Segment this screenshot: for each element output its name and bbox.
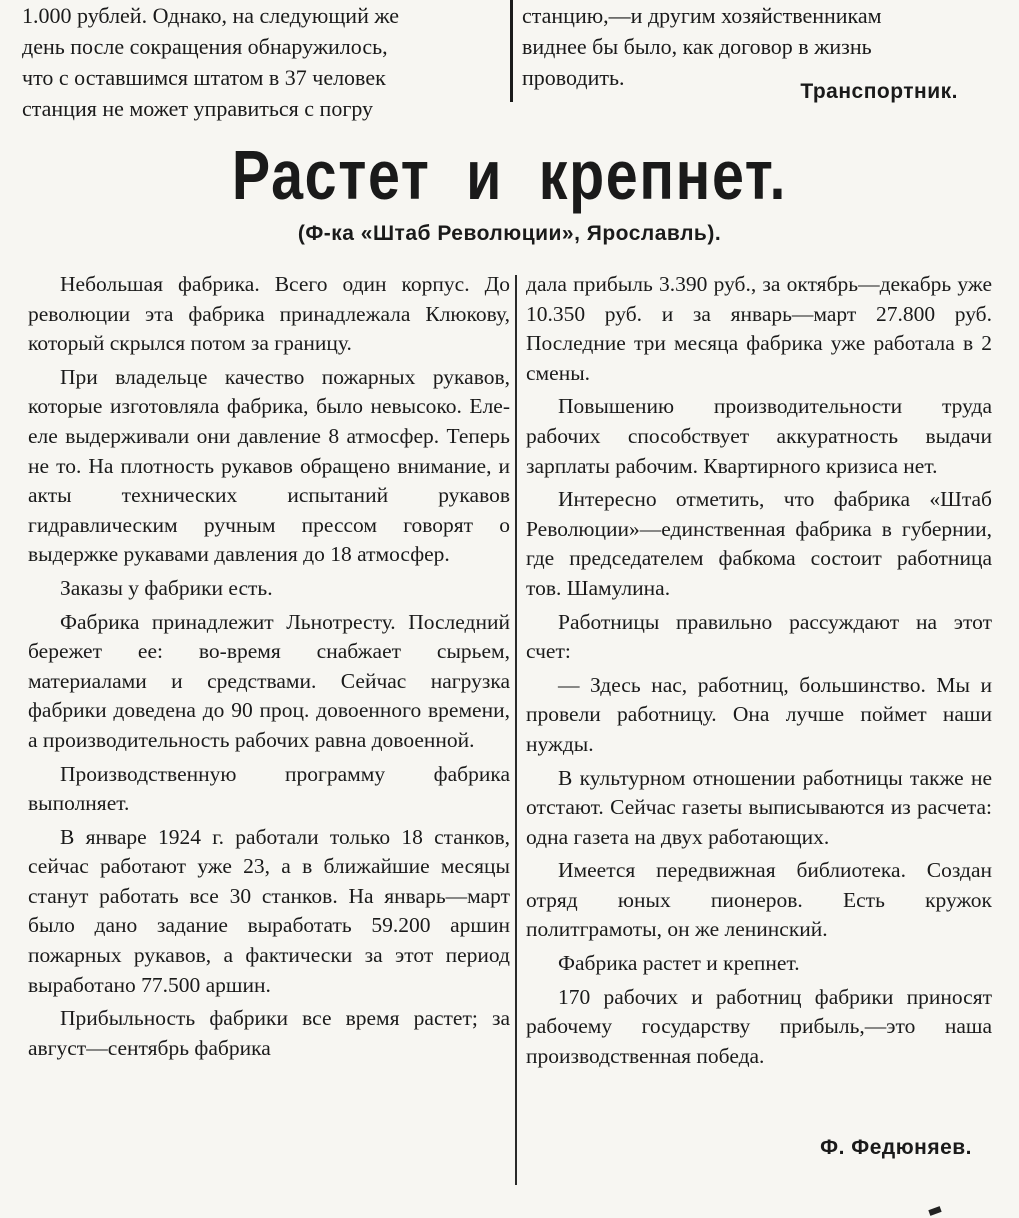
article-title: Растет и крепнет. (231, 136, 788, 214)
previous-article-fragment-left (22, 0, 502, 124)
paragraph: Имеется передвижная библиотека. Создан отряд юных пионеров. Есть кружок политграмоты, он же ленинский. (526, 858, 992, 942)
paragraph: дала прибыль 3.390 руб., за октябрь—декабрь уже 10.350 руб. и за январь—март 27.800 руб. Последние три месяца фабрика уже работала в 2 смены. (526, 272, 992, 385)
paragraph: Прибыльность фабрики все время растет; за август—сентябрь фабрика (28, 1006, 510, 1060)
text-line: 1.000 рублей. Однако, на следующий же (22, 3, 400, 28)
paragraph: Фабрика растет и крепнет. (558, 951, 800, 976)
paragraph: Повышению производительности труда рабочих способствует аккуратность выдачи зарплаты рабочим. Квартирного кризиса нет. (526, 394, 992, 478)
article-signature: Ф. Федюняев. (820, 1136, 972, 1159)
article-subtitle: (Ф-ка «Штаб Революции», Ярославль). (297, 222, 722, 245)
text-line: станция не может управиться с погру (22, 96, 374, 121)
text-line: станцию,—и другим хозяйственникам (522, 3, 882, 28)
paragraph: В культурном отношении работницы также не отстают. Сейчас газеты выписываются из расчета: одна газета на двух работающих. (526, 765, 992, 849)
text-line: проводить. (522, 65, 625, 90)
paragraph: Производственную программу фабрика выполняет. (28, 761, 510, 816)
previous-article-signature: Транспортник. (800, 80, 958, 103)
paragraph: Интересно отметить, что фабрика «Штаб Революции»—единственная фабрика в губернии, где председателем фабкома состоит работница тов. Шамулина. (526, 487, 992, 600)
ink-mark (928, 1206, 941, 1216)
column-rule (510, 0, 513, 102)
column-rule (515, 275, 517, 1185)
text-line: виднее бы было, как договор в жизнь (522, 34, 872, 59)
text-line: что с оставшимся штатом в 37 человек (22, 65, 386, 90)
paragraph: Работницы правильно рассуждают на этот счет: (526, 609, 992, 664)
paragraph: — Здесь нас, работниц, большинство. Мы и провели работницу. Она лучше поймет наши нужды. (526, 672, 992, 756)
article-column-left (28, 270, 510, 1067)
paragraph: Фабрика принадлежит Льнотресту. Последний бережет ее: во-время снабжает сырьем, материалами и средствами. Сейчас нагрузка фабрики доведена до 90 проц. довоенного времени, а производительность рабочих равна довоенной. (28, 609, 510, 752)
paragraph: В январе 1924 г. работали только 18 станков, сейчас работают уже 23, а в ближайшие месяцы станут работать все 30 станков. На январь—март было дано задание выработать 59.200 аршин пожарных рукавов, а фактически за этот период выработано 77.500 аршин. (28, 824, 510, 997)
paragraph: Небольшая фабрика. Всего один корпус. До революции эта фабрика принадлежала Клюкову, который скрылся потом за границу. (28, 272, 510, 356)
paragraph: Заказы у фабрики есть. (60, 575, 273, 600)
article-column-right (526, 270, 992, 1075)
text-line: день после сокращения обнаружилось, (22, 34, 388, 59)
paragraph: При владельце качество пожарных рукавов, которые изготовляла фабрика, было невысоко. Еле-еле выдерживали они давление 8 атмосфер. Теперь не то. На плотность рукавов обращено внимание, и акты технических испытаний рукавов гидравлическим ручным прессом говорят о выдержке рукавами давления до 18 атмосфер. (28, 364, 510, 567)
paragraph: 170 рабочих и работниц фабрики приносят рабочему государству прибыль,—это наша производственная победа. (526, 984, 992, 1068)
